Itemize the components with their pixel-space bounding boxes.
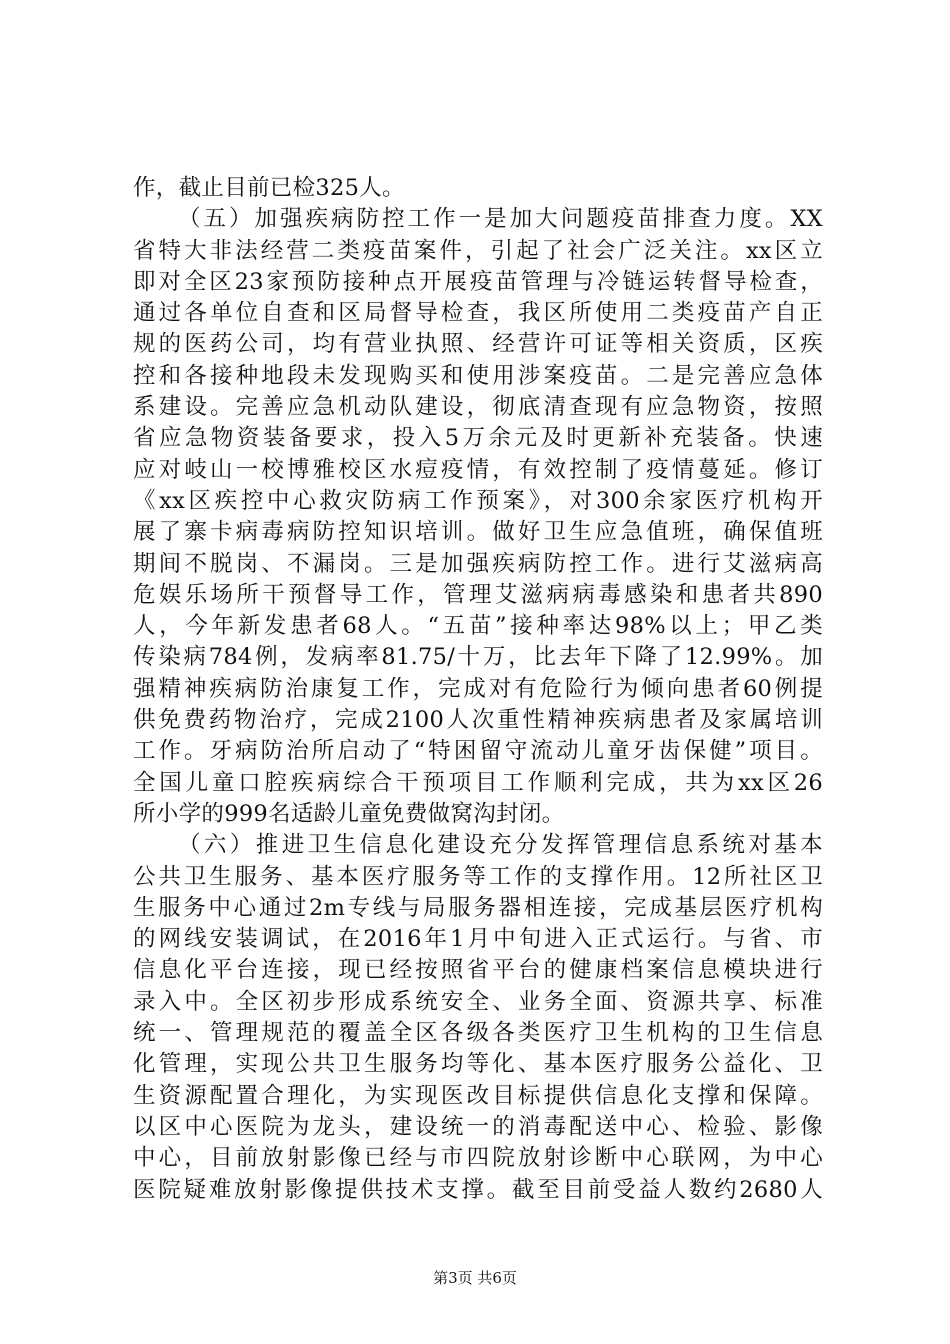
text-line: 化管理，实现公共卫生服务均等化、基本医疗服务公益化、卫 [133,1051,823,1078]
text-line: 即对全区23家预防接种点开展疫苗管理与冷链运转督导检查， [133,268,823,295]
text-line: 统一、管理规范的覆盖全区各级各类医疗卫生机构的卫生信息 [133,1020,823,1047]
text-line: 传染病784例，发病率81.75/十万，比去年下降了12.99%。加 [133,644,823,671]
text-line: 中心，目前放射影像已经与市四院放射诊断中心联网，为中心 [133,1145,823,1172]
text-line: 供免费药物治疗，完成2100人次重性精神疾病患者及家属培训 [133,707,823,734]
text-line: 系建设。完善应急机动队建设，彻底清查现有应急物资，按照 [133,394,823,421]
text-line: 期间不脱岗、不漏岗。三是加强疾病防控工作。进行艾滋病高 [133,550,823,577]
text-line: 应对岐山一校博雅校区水痘疫情，有效控制了疫情蔓延。修订 [133,456,823,483]
text-line: 以区中心医院为龙头，建设统一的消毒配送中心、检验、影像 [133,1113,823,1140]
text-line: 通过各单位自查和区局督导检查，我区所使用二类疫苗产自正 [133,300,823,327]
text-line: 录入中。全区初步形成系统安全、业务全面、资源共享、标准 [133,988,823,1015]
text-line: 省特大非法经营二类疫苗案件，引起了社会广泛关注。xx区立 [133,237,823,264]
text-line: （五）加强疾病防控工作一是加大问题疫苗排查力度。XX [178,206,823,233]
document-body [133,173,823,1206]
text-line: 生服务中心通过2m专线与局服务器相连接，完成基层医疗机构 [133,894,823,921]
text-line: 展了寨卡病毒病防控知识培训。做好卫生应急值班，确保值班 [133,519,823,546]
page-footer: 第3页 共6页 [433,1269,517,1287]
text-line: 强精神疾病防治康复工作，完成对有危险行为倾向患者60例提 [133,675,823,702]
text-line: （六）推进卫生信息化建设充分发挥管理信息系统对基本 [178,832,823,859]
text-line: 作，截止目前已检325人。 [133,175,405,201]
text-line: 人，今年新发患者68人。“五苗”接种率达98%以上；甲乙类 [133,613,823,640]
text-line: 医院疑难放射影像提供技术支撑。截至目前受益人数约2680人 [133,1176,823,1203]
text-line: 工作。牙病防治所启动了“特困留守流动儿童牙齿保健”项目。 [133,738,823,765]
text-line: 公共卫生服务、基本医疗服务等工作的支撑作用。12所社区卫 [133,863,823,890]
text-line: 《xx区疾控中心救灾防病工作预案》，对300余家医疗机构开 [133,487,823,514]
text-line: 生资源配置合理化，为实现医改目标提供信息化支撑和保障。 [133,1082,823,1109]
text-line: 规的医药公司，均有营业执照、经营许可证等相关资质，区疾 [133,331,823,358]
text-line: 控和各接种地段未发现购买和使用涉案疫苗。二是完善应急体 [133,362,823,389]
text-line: 的网线安装调试，在2016年1月中旬进入正式运行。与省、市 [133,926,823,953]
text-line: 全国儿童口腔疾病综合干预项目工作顺利完成，共为xx区26 [133,769,823,796]
text-line: 危娱乐场所干预督导工作，管理艾滋病病毒感染和患者共890 [133,581,823,608]
text-line: 所小学的999名适龄儿童免费做窝沟封闭。 [133,800,565,827]
text-line: 信息化平台连接，现已经按照省平台的健康档案信息模块进行 [133,957,823,984]
text-line: 省应急物资装备要求，投入5万余元及时更新补充装备。快速 [133,425,823,452]
